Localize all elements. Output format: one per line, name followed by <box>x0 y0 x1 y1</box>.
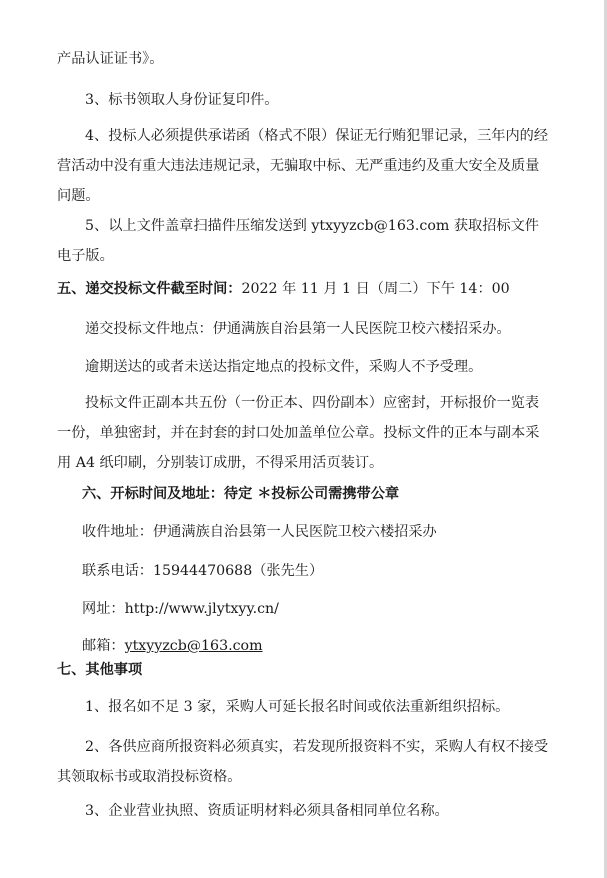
contact-phone: 联系电话：15944470688（张先生） <box>82 563 324 579</box>
item-4-commitment: 4、投标人必须提供承诺函（格式不限）保证无行贿犯罪记录，三年内的经营活动中没有重大违法违规记录，无骗取中标、无严重违约及重大安全及质量问题。 <box>57 128 549 204</box>
section-6-heading: 六、开标时间及地址：待定 ＊投标公司需携带公章 <box>82 486 400 502</box>
receiving-address: 收件地址：伊通满族自治县第一人民医院卫校六楼招采办 <box>82 524 437 540</box>
continued-line: 产品认证证书》。 <box>57 51 164 67</box>
other-item-2: 2、各供应商所报资料必须真实，若发现所报资料不实，采购人有权不接受其领取标书或取消投标资格。 <box>57 739 549 785</box>
email-address: ytxyyzcb@163.com <box>124 638 263 654</box>
deadline-value: 2022 年 11 月 1 日（周二）下午 14：00 <box>241 281 510 297</box>
item-3-id-copy: 3、标书领取人身份证复印件。 <box>85 92 279 108</box>
section-7-heading: 七、其他事项 <box>57 662 143 678</box>
section-5-deadline <box>57 274 549 304</box>
copies-requirement: 投标文件正副本共五份（一份正本、四份副本）应密封，开标报价一览表一份，单独密封，并在封套的封口处加盖单位公章。投标文件的正本与副本采用 A4 纸印刷，分别装订成册，不得采用活页装订。 <box>57 395 540 471</box>
section-5-heading: 五、递交投标文件截至时间： <box>57 281 242 297</box>
other-item-3: 3、企业营业执照、资质证明材料必须具备相同单位名称。 <box>85 803 449 819</box>
submission-location: 递交投标文件地点：伊通满族自治县第一人民医院卫校六楼招采办。 <box>85 321 511 337</box>
item-5-email-submit: 5、以上文件盖章扫描件压缩发送到 ytxyyzcb@163.com 获取招标文件电子版。 <box>57 218 539 264</box>
email-label: 邮箱： <box>82 638 125 654</box>
other-item-1: 1、报名如不足 3 家，采购人可延长报名时间或依法重新组织招标。 <box>85 699 510 715</box>
late-submission-note: 逾期送达的或者未送达指定地点的投标文件，采购人不予受理。 <box>85 359 483 375</box>
website: 网址：http://www.jlytxyy.cn/ <box>82 601 279 617</box>
